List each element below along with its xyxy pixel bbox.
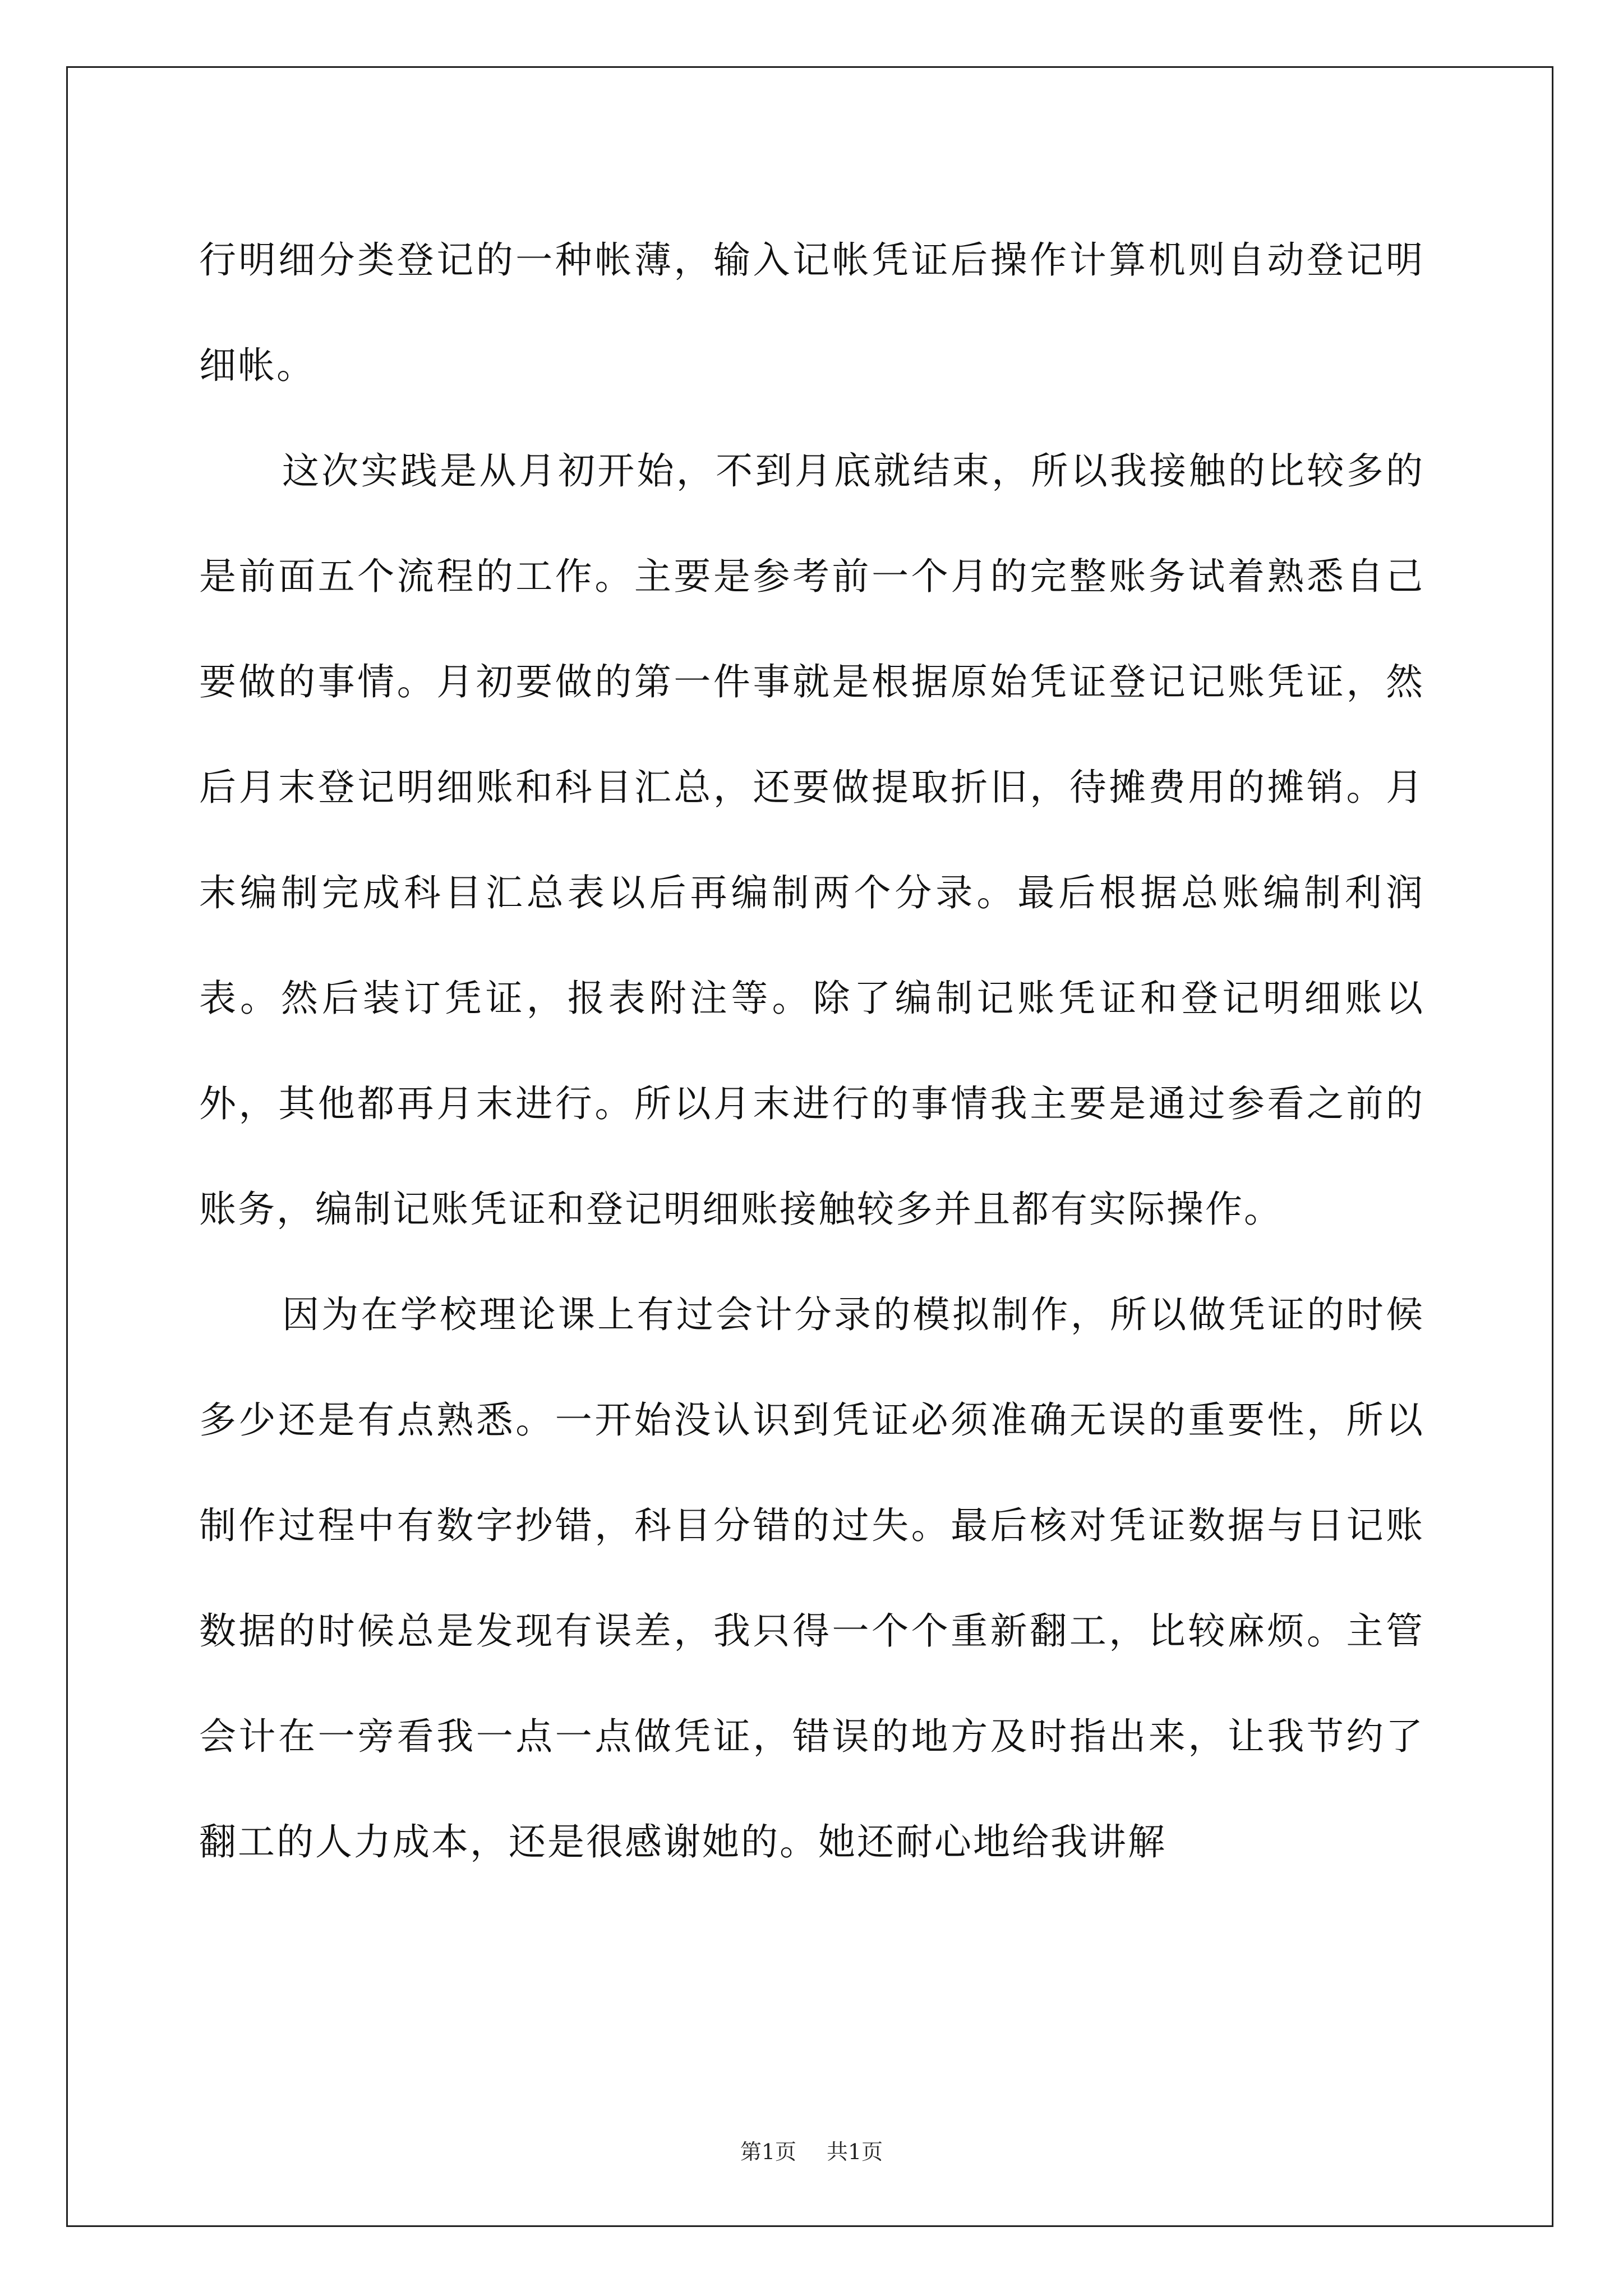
page-footer bbox=[0, 2138, 1623, 2165]
document-body bbox=[199, 208, 1424, 1895]
paragraph-practice-overview: 这次实践是从月初开始，不到月底就结束，所以我接触的比较多的是前面五个流程的工作。主要是参考前一个月的完整账务试着熟悉自己要做的事情。月初要做的第一件事就是根据原始凭证登记记账凭证，然后月末登记明细账和科目汇总，还要做提取折旧，待摊费用的摊销。月末编制完成科目汇总表以后再编制两个分录。最后根据总账编制利润表。然后装订凭证，报表附注等。除了编制记账凭证和登记明细账以外，其他都再月末进行。所以月末进行的事情我主要是通过参看之前的账务，编制记账凭证和登记明细账接触较多并且都有实际操作。 bbox=[199, 449, 1424, 1231]
paragraph-voucher-experience: 因为在学校理论课上有过会计分录的模拟制作，所以做凭证的时候多少还是有点熟悉。一开始没认识到凭证必须准确无误的重要性，所以制作过程中有数字抄错，科目分错的过失。最后核对凭证数据与日记账数据的时候总是发现有误差，我只得一个个重新翻工，比较麻烦。主管会计在一旁看我一点一点做凭证，错误的地方及时指出来，让我节约了翻工的人力成本，还是很感谢她的。她还耐心地给我讲解 bbox=[199, 1293, 1424, 1864]
paragraph-continuation: 行明细分类登记的一种帐薄，输入记帐凭证后操作计算机则自动登记明细帐。 bbox=[199, 238, 1424, 387]
page-total: 共1页 bbox=[827, 2139, 883, 2164]
page-number: 第1页 bbox=[740, 2139, 796, 2164]
